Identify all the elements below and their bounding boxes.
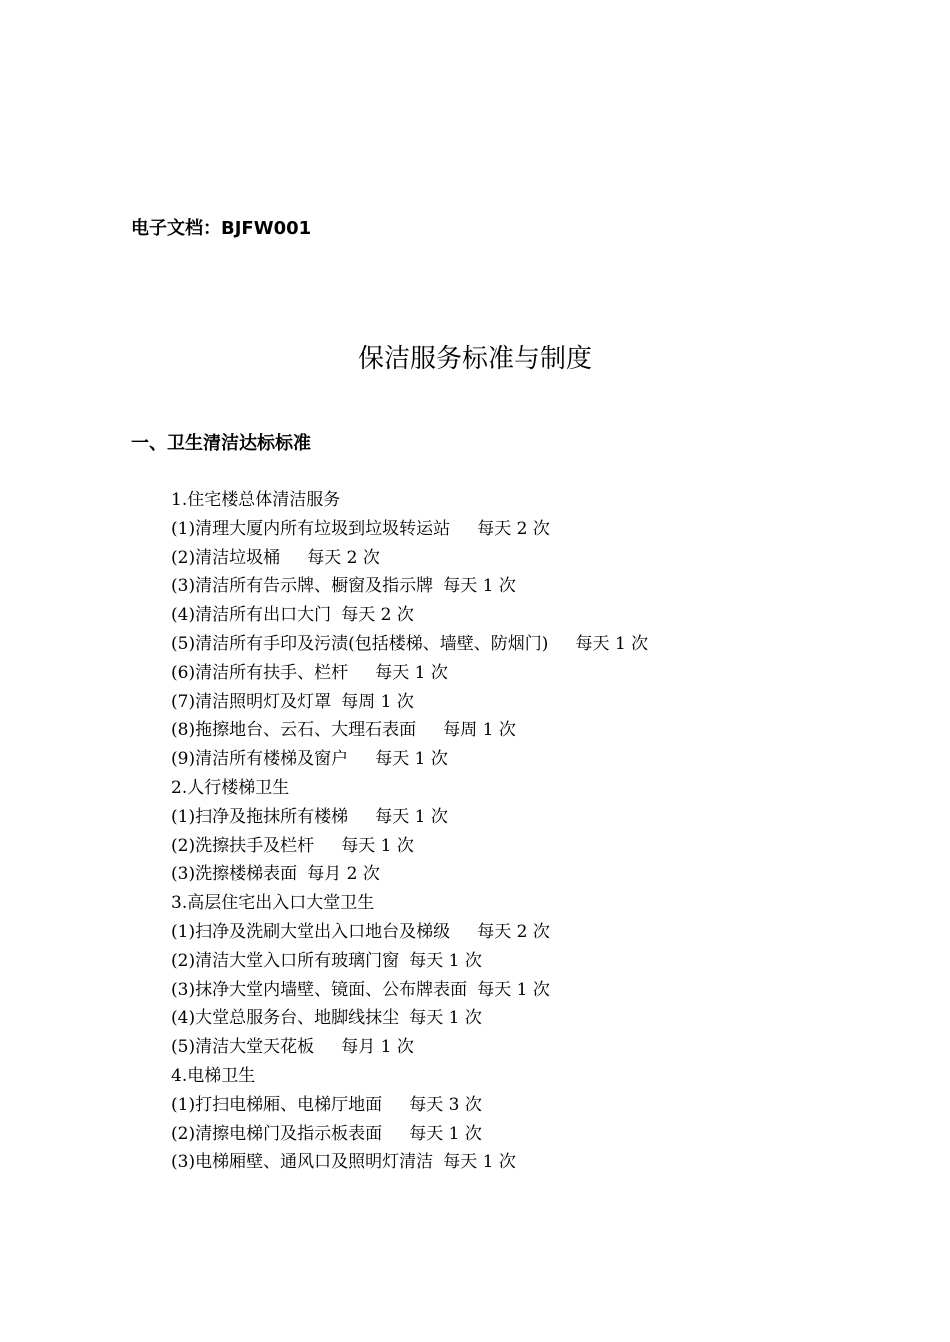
list-item [171,659,911,688]
frequency-text: 每天 2 次 [477,921,550,942]
task-text: (5)清洁大堂天花板 [171,1037,315,1058]
list-item [171,860,911,889]
frequency-text: 每天 1 次 [341,835,414,856]
list-item [171,947,911,976]
task-text: (1)清理大厦内所有垃圾到垃圾转运站 [171,518,451,539]
task-text: (7)清洁照明灯及灯罩 [171,691,332,712]
task-text: (8)拖擦地台、云石、大理石表面 [171,720,417,741]
frequency-text: 每天 2 次 [307,547,380,568]
frequency-text: 每周 1 次 [443,720,516,741]
frequency-text: 每天 2 次 [477,518,550,539]
frequency-text: 每天 1 次 [375,806,448,827]
document-code: 电子文档：BJFW001 [131,218,312,239]
group-heading: 4.电梯卫生 [171,1065,256,1086]
list-item [171,1033,911,1062]
group-heading: 3.高层住宅出入口大堂卫生 [171,893,375,914]
task-text: (2)清洁垃圾桶 [171,547,281,568]
task-text: (9)清洁所有楼梯及窗户 [171,749,349,770]
frequency-text: 每周 1 次 [341,691,414,712]
standards-list [171,486,911,1177]
list-item [171,716,911,745]
group-heading: 2.人行楼梯卫生 [171,777,290,798]
frequency-text: 每天 1 次 [409,950,482,971]
list-item [171,1120,911,1149]
page-title: 保洁服务标准与制度 [357,344,592,374]
list-item [171,688,911,717]
list-item [171,976,911,1005]
task-text: (4)清洁所有出口大门 [171,605,332,626]
frequency-text: 每天 2 次 [341,605,414,626]
task-text: (3)抹净大堂内墙壁、镜面、公布牌表面 [171,979,468,1000]
task-text: (1)打扫电梯厢、电梯厅地面 [171,1094,383,1115]
task-text: (1)扫净及洗刷大堂出入口地台及梯级 [171,921,451,942]
list-item [171,630,911,659]
frequency-text: 每天 1 次 [443,1152,516,1173]
list-item [171,1148,911,1177]
list-item [171,832,911,861]
task-text: (2)洗擦扶手及栏杆 [171,835,315,856]
frequency-text: 每天 3 次 [409,1094,482,1115]
section-heading: 一、卫生清洁达标标准 [131,433,311,454]
task-text: (2)清擦电梯门及指示板表面 [171,1123,383,1144]
list-item [171,1004,911,1033]
frequency-text: 每天 1 次 [409,1008,482,1029]
task-text: (3)清洁所有告示牌、橱窗及指示牌 [171,576,434,597]
task-text: (1)扫净及拖抹所有楼梯 [171,806,349,827]
frequency-text: 每天 1 次 [375,749,448,770]
task-text: (3)洗擦楼梯表面 [171,864,298,885]
frequency-text: 每天 1 次 [409,1123,482,1144]
list-item [171,803,911,832]
task-text: (3)电梯厢壁、通风口及照明灯清洁 [171,1152,434,1173]
list-item [171,572,911,601]
frequency-text: 每月 2 次 [307,864,380,885]
task-text: (4)大堂总服务台、地脚线抹尘 [171,1008,400,1029]
frequency-text: 每月 1 次 [341,1037,414,1058]
list-item [171,918,911,947]
frequency-text: 每天 1 次 [575,633,649,654]
task-text: (5)清洁所有手印及污渍(包括楼梯、墙壁、防烟门) [171,633,549,654]
task-text: (6)清洁所有扶手、栏杆 [171,662,349,683]
frequency-text: 每天 1 次 [375,662,448,683]
task-text: (2)清洁大堂入口所有玻璃门窗 [171,950,400,971]
frequency-text: 每天 1 次 [443,576,516,597]
list-item [171,544,911,573]
frequency-text: 每天 1 次 [477,979,550,1000]
list-item [171,601,911,630]
list-item [171,515,911,544]
list-item [171,745,911,774]
list-item [171,1091,911,1120]
group-heading: 1.住宅楼总体清洁服务 [171,490,341,510]
